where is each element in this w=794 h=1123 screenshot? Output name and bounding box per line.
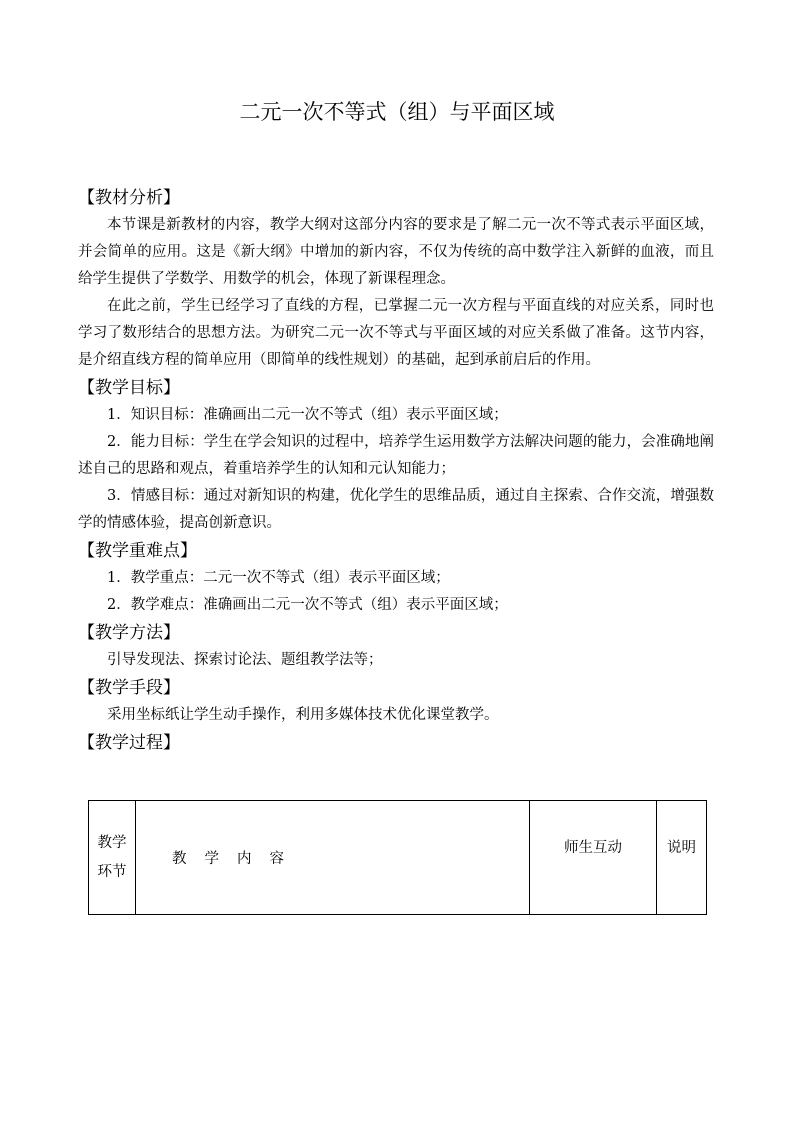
keypoint-item-difficulty: 2．教学难点：准确画出二元一次不等式（组）表示平面区域； (107, 597, 508, 613)
stage-label-line2: 环节 (97, 864, 127, 880)
interaction-label: 师生互动 (564, 840, 622, 856)
heading-material-analysis: 【教材分析】 (78, 188, 180, 208)
table-header-row (89, 801, 707, 915)
methods-text: 引导发现法、探索讨论法、题组教学法等； (107, 652, 383, 668)
goal-item-ability: 2．能力目标：学生在学会知识的过程中，培养学生运用数学方法解决问题的能力，会准确地阐述自己的思路和观点，着重培养学生的认知和元认知能力； (78, 434, 714, 477)
goal-item-knowledge: 1．知识目标：准确画出二元一次不等式（组）表示平面区域； (107, 407, 508, 423)
table-cell-stage (89, 801, 136, 915)
keypoint-item-focus: 1．教学重点：二元一次不等式（组）表示平面区域； (107, 570, 450, 586)
table-cell-content (136, 801, 530, 915)
heading-teaching-tools: 【教学手段】 (78, 678, 180, 698)
heading-teaching-process: 【教学过程】 (78, 733, 180, 753)
heading-key-points: 【教学重难点】 (78, 541, 197, 561)
tools-text: 采用坐标纸让学生动手操作，利用多媒体技术优化课堂教学。 (107, 707, 499, 723)
table-cell-interaction (530, 801, 657, 915)
goal-item-emotion: 3．情感目标：通过对新知识的构建，优化学生的思维品质，通过自主探索、合作交流，增强数学的情感体验，提高创新意识。 (78, 488, 714, 531)
heading-teaching-goals: 【教学目标】 (78, 378, 180, 398)
document-title: 二元一次不等式（组）与平面区域 (239, 100, 555, 124)
analysis-paragraph-2: 在此之前，学生已经学习了直线的方程，已掌握二元一次方程与平面直线的对应关系，同时也学习了数形结合的思想方法。为研究二元一次不等式与平面区域的对应关系做了准备。这节内容，是介绍直线方程的简单应用（即简单的线性规划）的基础，起到承前启后的作用。 (78, 298, 714, 368)
document-body (78, 184, 714, 757)
analysis-paragraph-1: 本节课是新教材的内容，教学大纲对这部分内容的要求是了解二元一次不等式表示平面区域，并会简单的应用。这是《新大纲》中增加的新内容，不仅为传统的高中数学注入新鲜的血液，而且给学生提供了学数学、用数学的机会，体现了新课程理念。 (78, 217, 714, 287)
notes-label: 说明 (667, 840, 696, 856)
stage-label-line1: 教学 (97, 835, 127, 851)
content-label: 教学内容 (172, 851, 302, 867)
heading-teaching-methods: 【教学方法】 (78, 623, 180, 643)
teaching-process-table (88, 800, 707, 915)
table-cell-notes (657, 801, 707, 915)
